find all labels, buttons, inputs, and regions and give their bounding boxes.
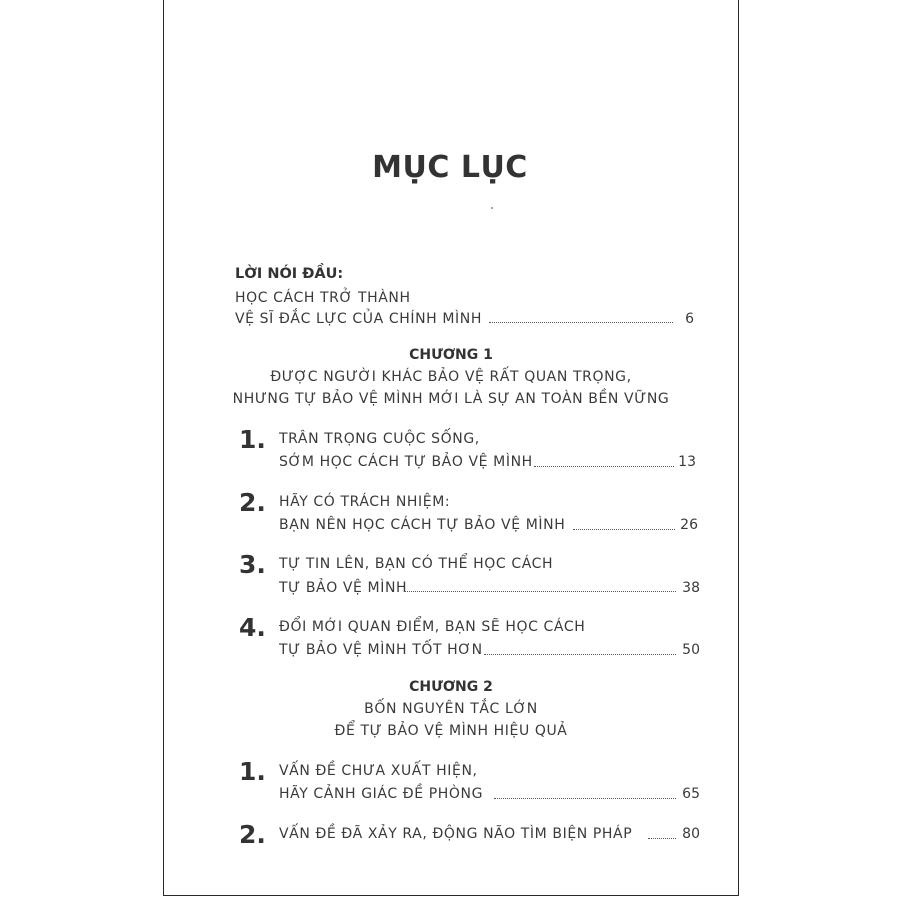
chapter-2-entry-1-page-number: 65	[682, 786, 700, 802]
chapter-1-entry-1-line-2: SỚM HỌC CÁCH TỰ BẢO VỆ MÌNH	[279, 454, 533, 470]
chapter-1-entry-3-page-number: 38	[682, 580, 700, 596]
chapter-1-entry-3-line-1: TỰ TIN LÊN, BẠN CÓ THỂ HỌC CÁCH	[279, 556, 554, 572]
preface-dot-leader	[489, 322, 673, 323]
chapter-2-subtitle-line-2: ĐỂ TỰ BẢO VỆ MÌNH HIỆU QUẢ	[334, 723, 568, 739]
chapter-1-entry-4-line-1: ĐỔI MỚI QUAN ĐIỂM, BẠN SẼ HỌC CÁCH	[279, 619, 586, 635]
chapter-1-subtitle-line-2: NHƯNG TỰ BẢO VỆ MÌNH MỚI LÀ SỰ AN TOÀN BỀN VỮNG	[232, 391, 670, 407]
chapter-1-heading: CHƯƠNG 1	[409, 347, 493, 363]
preface-line-2: VỆ SĨ ĐẮC LỰC CỦA CHÍNH MÌNH	[235, 311, 482, 327]
chapter-1-subtitle-line-1: ĐƯỢC NGƯỜI KHÁC BẢO VỆ RẤT QUAN TRỌNG,	[270, 369, 632, 385]
chapter-1-entry-2-line-2: BẠN NÊN HỌC CÁCH TỰ BẢO VỆ MÌNH	[279, 517, 566, 533]
chapter-1-entry-3-number: 3.	[239, 550, 266, 579]
chapter-1-entry-2-page-number: 26	[680, 517, 698, 533]
print-speck	[491, 207, 493, 209]
chapter-1-entry-3-line-2: TỰ BẢO VỆ MÌNH	[279, 580, 408, 596]
chapter-2-subtitle-line-1: BỐN NGUYÊN TẮC LỚN	[364, 701, 538, 717]
chapter-2-heading: CHƯƠNG 2	[409, 679, 493, 695]
preface-line-1: HỌC CÁCH TRỞ THÀNH	[235, 290, 411, 306]
chapter-2-entry-1-number: 1.	[239, 757, 266, 786]
chapter-1-entry-4-dot-leader	[484, 654, 676, 655]
chapter-1-entry-2-dot-leader	[573, 529, 675, 530]
chapter-1-entry-1-dot-leader	[534, 466, 674, 467]
chapter-1-entry-4-line-2: TỰ BẢO VỆ MÌNH TỐT HƠN	[279, 642, 483, 658]
page-title: MỤC LỤC	[372, 150, 528, 185]
chapter-1-entry-4-number: 4.	[239, 613, 266, 642]
chapter-1-entry-3-dot-leader	[404, 591, 676, 592]
chapter-1-entry-1-line-1: TRÂN TRỌNG CUỘC SỐNG,	[279, 431, 480, 447]
preface-heading: LỜI NÓI ĐẦU:	[235, 266, 344, 282]
chapter-2-entry-1-line-1: VẤN ĐỀ CHƯA XUẤT HIỆN,	[279, 763, 478, 779]
chapter-1-entry-2-line-1: HÃY CÓ TRÁCH NHIỆM:	[279, 494, 451, 510]
chapter-1-entry-1-number: 1.	[239, 425, 266, 454]
chapter-1-entry-2-number: 2.	[239, 488, 266, 517]
chapter-2-entry-1-line-2: HÃY CẢNH GIÁC ĐỀ PHÒNG	[279, 786, 484, 802]
preface-page-number: 6	[685, 311, 694, 327]
chapter-2-entry-1-dot-leader	[494, 798, 676, 799]
chapter-2-entry-2-number: 2.	[239, 820, 266, 849]
chapter-2-entry-2-dot-leader	[648, 838, 676, 839]
chapter-2-entry-2-line-1: VẤN ĐỀ ĐÃ XẢY RA, ĐỘNG NÃO TÌM BIỆN PHÁP	[279, 826, 633, 842]
chapter-1-entry-4-page-number: 50	[682, 642, 700, 658]
chapter-1-entry-1-page-number: 13	[678, 454, 696, 470]
chapter-2-entry-2-page-number: 80	[682, 826, 700, 842]
